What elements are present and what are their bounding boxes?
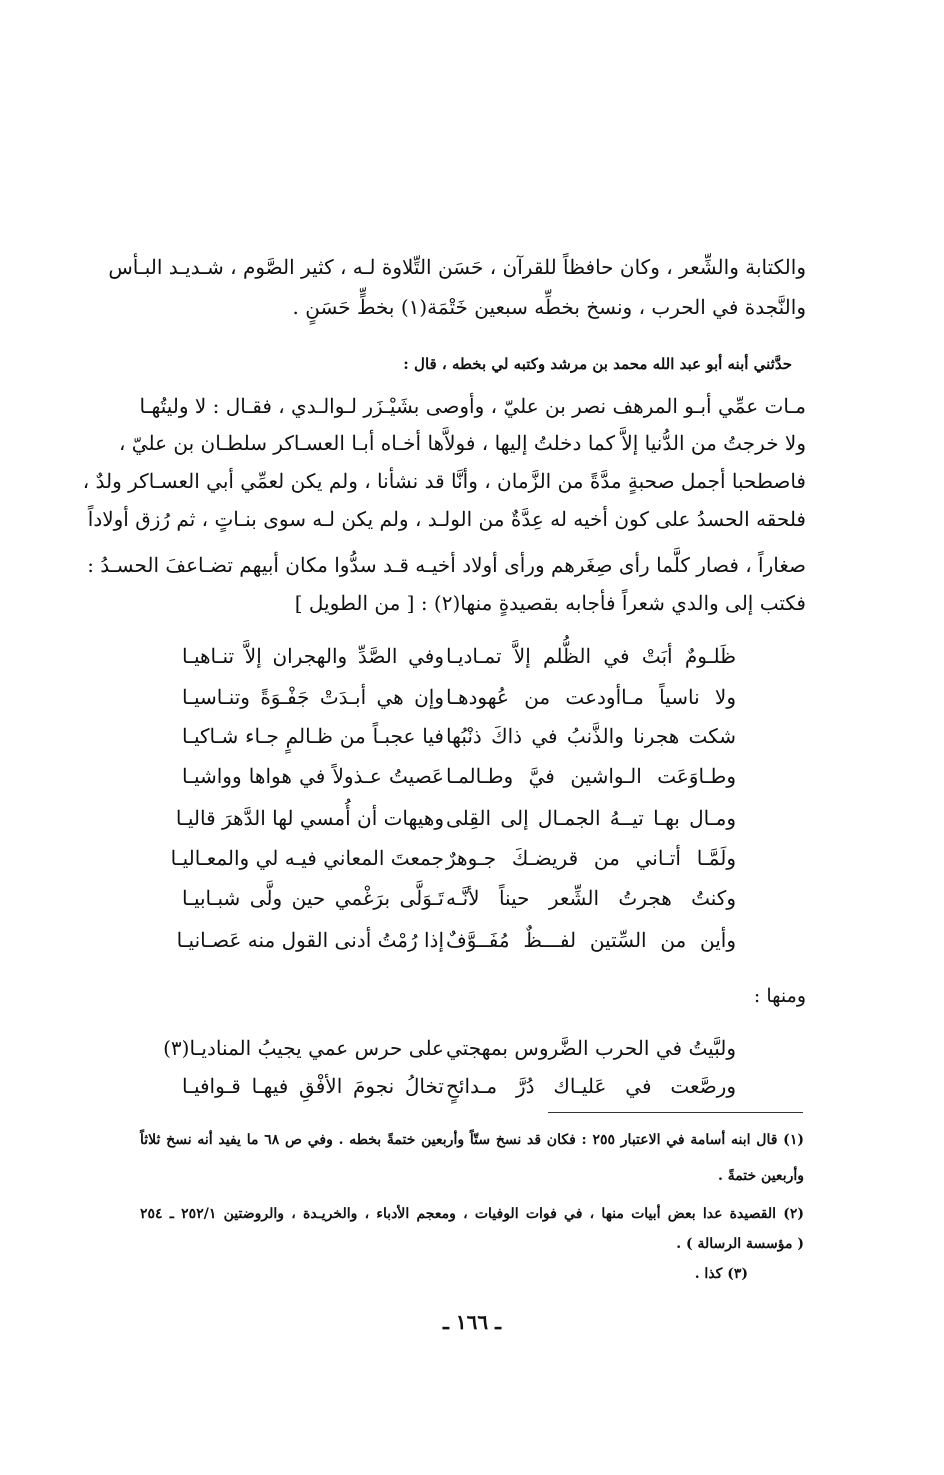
verse-4-right: وطـاوَعَت الـواشين فيَّ وطـالمـا xyxy=(446,764,736,788)
verse-6-right: ولَمَّـا أتـاني من قريضـكَ جـوهرٌ xyxy=(446,846,736,870)
main-paragraph-line-1: مـات عمِّي أبـو المرهف نصر بن عليّ ، وأوصى بشَيْـزَر لـوالـدي ، فقـال : لا وليتُهـا xyxy=(139,394,806,418)
footnote-1-line-2: وأربعين ختمةً . xyxy=(717,1168,804,1184)
footnote-1-line-1: (١) قال ابنه أسامة في الاعتبار ٢٥٥ : فكان قد نسخ ستّاً وأربعين ختمةً بخطه . وفي ص ٦٨ ما يفيد أنه نسخ ثلاثاً xyxy=(140,1132,804,1148)
page-number: ـ ١٦٦ ـ xyxy=(443,1310,501,1334)
section-label: ومنها : xyxy=(753,985,806,1007)
main-paragraph-line-3: فاصطحبا أجمل صحبةٍ مدَّةً من الزَّمان ، وأنَّا قد نشأنا ، ولم يكن لعمِّي أبي العسـاكر ولدٌ ، xyxy=(82,469,806,493)
verse-9-right: ولبَّيتُ في الحرب الضَّروس بمهجتي xyxy=(446,1036,736,1060)
verse-9-left: على حرس عمي يجيبُ المناديـا(٣) xyxy=(163,1036,444,1060)
verse-3-left: فيا عجبـاً من ظـالمٍ جـاء شـاكيـا xyxy=(182,724,444,748)
main-paragraph-line-5: صغاراً ، فصار كلَّما رأى صِغَرهم ورأى أولاد أخيـه قـد سدُّوا مكان أبيهم تضـاعفَ الحسـدُ : xyxy=(87,553,806,577)
verse-8-right: وأين من السِّتين لفـــظٌ مُفَــوَّفٌ xyxy=(446,928,736,952)
main-paragraph-line-6: فكتب إلى والدي شعراً فأجابه بقصيدةٍ منها(٢) : [ من الطويل ] xyxy=(294,591,806,615)
verse-5-left: وهيهات أن أُمسي لها الدَّهرَ قاليـا xyxy=(175,806,444,830)
verse-6-left: جمعتَ المعاني فيـه لي والمعـاليـا xyxy=(170,846,444,870)
footnote-3: (٣) كذا . xyxy=(694,1266,748,1282)
verse-5-right: ومـال بهـا تيــهُ الجمـال إلى القِلى xyxy=(446,806,736,830)
verse-3-right: شكت هجرنا والذَّنبُ في ذاكَ ذنْبُها xyxy=(446,724,736,748)
verse-2-left: وإن هي أبـدَتْ جَفْـوَةً وتنـاسيـا xyxy=(182,685,444,709)
footnote-2-line-1: (٢) القصيدة عدا بعض أبيات منها ، في فوات الوفيات ، ومعجم الأدباء ، والخريـدة ، والروضتين ٢٥٢/١ ـ ٢٥٤ xyxy=(140,1206,804,1222)
verse-1-left: وفي الصَّدِّ والهجران إلاَّ تنـاهيـا xyxy=(182,644,444,668)
verse-4-left: عَصيتُ عـذولاً في هواها وواشيـا xyxy=(182,764,444,788)
verse-7-right: وكنتُ هجرتُ الشِّعر حيناً لأنَّـه xyxy=(446,886,736,910)
verse-7-left: تَـوَلَّى برَغْمي حين ولَّى شبـابيـا xyxy=(182,886,444,910)
verse-10-right: ورصَّعت في عَليـاك دُرَّ مـدائحٍ xyxy=(446,1074,736,1098)
footnote-separator xyxy=(548,1112,803,1113)
top-paragraph-line-2: والنَّجدة في الحرب ، ونسخ بخطِّه سبعين خَتْمَة(١) بخطٍّ حَسَنٍ . xyxy=(292,295,806,319)
top-paragraph-line-1: والكتابة والشِّعر ، وكان حافظاً للقرآن ، حَسَن التِّلاوة لـه ، كثير الصَّوم ، شـديـد البـأس xyxy=(108,255,806,279)
footnote-2-line-2: ( مؤسسة الرسالة ) . xyxy=(676,1236,804,1252)
verse-2-right: ولا ناسياً مـاأودعت من عُهودهـا xyxy=(446,685,736,709)
main-paragraph-line-2: ولا خرجتُ من الدُّنيا إلاَّ كما دخلتُ إليها ، فولاَّها أخـاه أبـا العسـاكر سلطـان بن عليّ ، xyxy=(118,431,806,455)
verse-10-left: تخالُ نجومَ الأفْقِ فيهـا قـوافيـا xyxy=(182,1074,444,1098)
narration-heading: حدَّثني أبنه أبو عبد الله محمد بن مرشد وكتبه لي بخطه ، قال : xyxy=(403,355,792,373)
verse-1-right: ظَلـومٌ أبَتْ في الظُّلم إلاَّ تمـاديـا xyxy=(446,644,736,668)
main-paragraph-line-4: فلحقه الحسدُ على كون أخيه له عِدَّةٌ من الولـد ، ولم يكن لـه سوى بنـاتٍ ، ثم رُزق أولاداً xyxy=(87,507,806,531)
verse-8-left: إذا رُمْتُ أدنى القول منه عَصـانيـا xyxy=(176,928,444,952)
